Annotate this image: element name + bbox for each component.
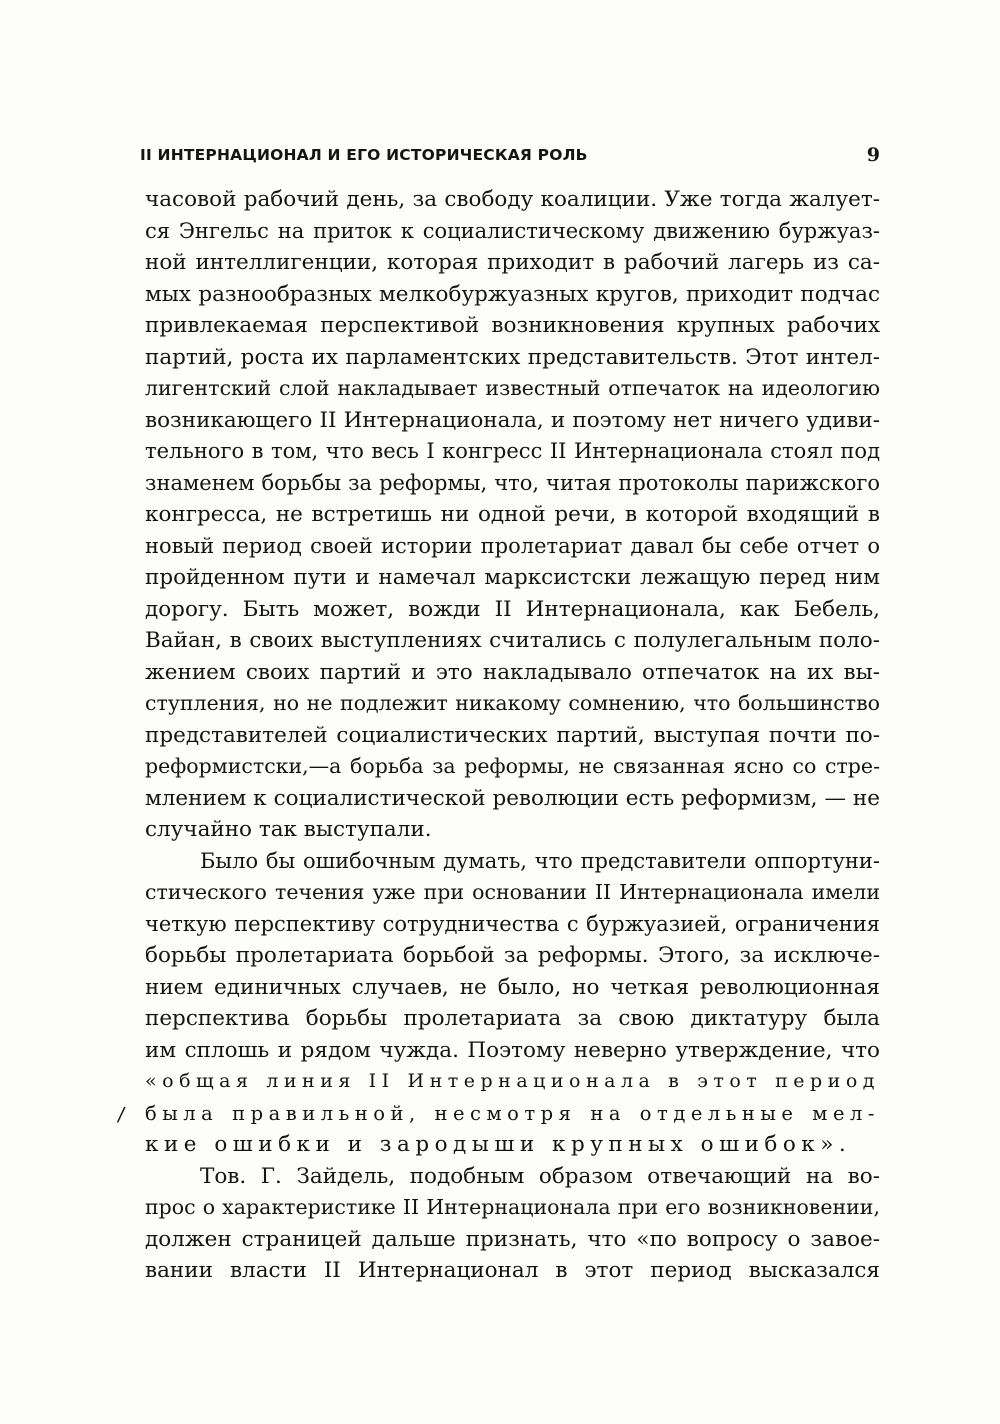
- text-line: мых разнообразных мелкобуржуазных кругов, приходит подчас: [145, 281, 880, 307]
- body-text: [145, 184, 880, 1287]
- text-line: возникающего II Интернационала, и поэтому нет ничего удиви-: [145, 407, 880, 433]
- text-line: ступления, но не подлежит никакому сомнению, что большинство: [145, 691, 880, 715]
- text-line: нием единичных случаев, не было, но четкая революционная: [145, 974, 880, 1000]
- paragraph: [145, 846, 880, 1161]
- text-line: конгресса, не встретишь ни одной речи, в которой входящий в: [145, 502, 880, 527]
- text-line: Было бы ошибочным думать, что представители оппортуни-: [200, 848, 880, 873]
- text-line: реформистски,—а борьба за реформы, не связанная ясно со стре-: [145, 754, 880, 778]
- text-line: четкую перспективу сотрудничества с буржуазией, ограничения: [145, 911, 880, 936]
- text-line: Вайан, в своих выступлениях считались с полулегальным поло-: [145, 628, 880, 653]
- running-header: [140, 142, 880, 172]
- text-line: жением своих партий и это накладывало отпечаток на их вы-: [145, 659, 880, 685]
- text-line: новый период своей истории пролетариат давал бы себе отчет о: [145, 533, 880, 558]
- text-line: прос о характеристике II Интернационала при его возникновении,: [145, 1195, 880, 1219]
- text-line: лигентский слой накладывает известный отпечаток на идеологию: [145, 376, 880, 400]
- text-line: тельного в том, что весь I конгресс II Интернационала стоял под: [145, 439, 880, 463]
- text-line: дорогу. Быть может, вожди II Интернационала, как Бебель,: [145, 596, 880, 622]
- page-number: 9: [866, 144, 880, 166]
- text-line: ной интеллигенции, которая приходит в рабочий лагерь из са-: [145, 250, 880, 275]
- text-line-spaced: кие ошибки и зародыши крупных ошибок».: [145, 1132, 852, 1157]
- text-line: партий, роста их парламентских представительств. Этот интел-: [145, 344, 880, 370]
- text-line: пройденном пути и намечал марксистски лежащую перед ним: [145, 565, 880, 590]
- text-line: вании власти II Интернационал в этот период высказался: [145, 1258, 880, 1283]
- text-line: представителей социалистических партий, выступая почти по-: [145, 722, 880, 748]
- text-line: млением к социалистической революции есть реформизм, — не: [145, 785, 880, 811]
- text-line: перспектива борьбы пролетариата за свою диктатуру была: [145, 1006, 880, 1031]
- text-line-spaced: была правильной, несмотря на отдельные мел-: [145, 1101, 880, 1125]
- paragraph: [145, 184, 880, 846]
- text-line: часовой рабочий день, за свободу коалиции. Уже тогда жалует-: [145, 187, 880, 212]
- margin-pencil-mark: /: [116, 1101, 127, 1127]
- text-line: им сплошь и рядом чужда. Поэтому неверно утверждение, что: [145, 1037, 880, 1063]
- text-line: знаменем борьбы за реформы, что, читая протоколы парижского: [145, 470, 880, 495]
- text-line-spaced: «общая линия II Интернационала в этот период: [145, 1070, 880, 1092]
- text-line: борьбы пролетариата борьбой за реформы. Этого, за исключе-: [145, 943, 880, 968]
- text-line: случайно так выступали.: [145, 817, 432, 842]
- running-title: II ИНТЕРНАЦИОНАЛ И ЕГО ИСТОРИЧЕСКАЯ РОЛЬ: [140, 146, 588, 164]
- text-line: привлекаемая перспективой возникновения крупных рабочих: [145, 313, 880, 338]
- paragraph: [145, 1161, 880, 1287]
- text-line: должен страницей дальше признать, что «по вопросу о завое-: [145, 1226, 880, 1252]
- text-line: Тов. Г. Зайдель, подобным образом отвечающий на во-: [200, 1163, 880, 1189]
- text-line: ся Энгельс на приток к социалистическому движению буржуаз-: [145, 218, 880, 243]
- text-line: стического течения уже при основании II Интернационала имели: [145, 880, 880, 904]
